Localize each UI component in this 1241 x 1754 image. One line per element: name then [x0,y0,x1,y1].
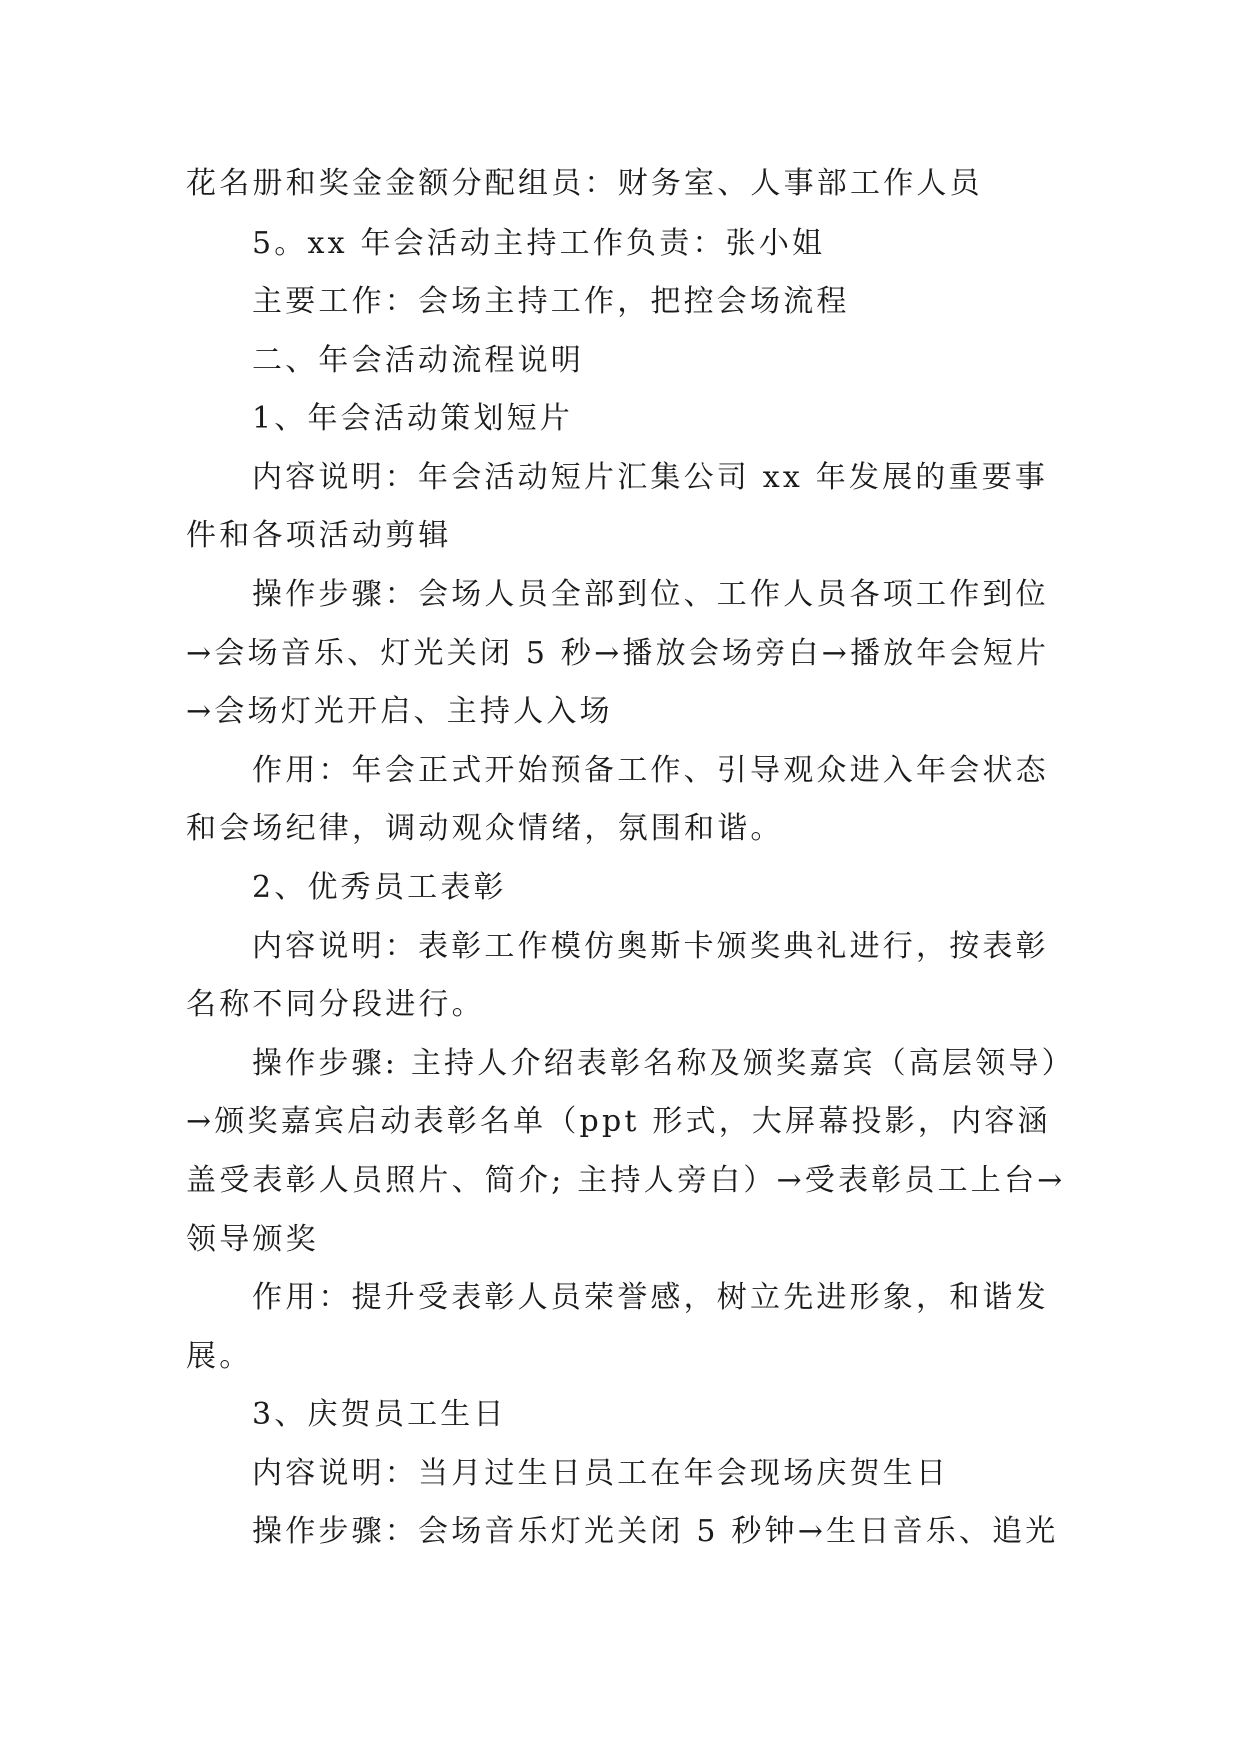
text-line: →会场音乐、灯光关闭 5 秒→播放会场旁白→播放年会短片 [186,636,1050,671]
text-line: 盖受表彰人员照片、简介; 主持人旁白）→受表彰员工上台→ [186,1163,1066,1198]
text-line: 内容说明：表彰工作模仿奥斯卡颁奖典礼进行，按表彰 [252,929,1049,964]
text-line: 内容说明：年会活动短片汇集公司 xx 年发展的重要事 [252,460,1049,495]
text-line: 操作步骤：会场人员全部到位、工作人员各项工作到位 [252,577,1049,612]
text-line: 操作步骤：会场音乐灯光关闭 5 秒钟→生日音乐、追光 [252,1514,1059,1549]
text-line: 5。xx 年会活动主持工作负责：张小姐 [252,226,826,261]
text-line: 件和各项活动剪辑 [186,518,452,553]
text-line: 花名册和奖金金额分配组员：财务室、人事部工作人员 [186,166,983,201]
subsection-heading: 2、优秀员工表彰 [252,870,507,905]
subsection-heading: 3、庆贺员工生日 [252,1397,507,1432]
text-line: 作用：提升受表彰人员荣誉感，树立先进形象，和谐发 [252,1280,1049,1315]
section-heading: 二、年会活动流程说明 [252,343,584,378]
text-line: 操作步骤: 主持人介绍表彰名称及颁奖嘉宾（高层领导） [252,1046,1075,1081]
text-line: →颁奖嘉宾启动表彰名单（ppt 形式，大屏幕投影，内容涵 [186,1104,1051,1139]
text-line: 展。 [186,1339,253,1374]
text-line: →会场灯光开启、主持人入场 [186,694,613,729]
text-line: 名称不同分段进行。 [186,987,485,1022]
text-line: 和会场纪律，调动观众情绪，氛围和谐。 [186,811,784,846]
text-line: 主要工作：会场主持工作，把控会场流程 [252,284,850,319]
text-line: 作用：年会正式开始预备工作、引导观众进入年会状态 [252,753,1049,788]
text-line: 内容说明：当月过生日员工在年会现场庆贺生日 [252,1456,950,1491]
text-line: 领导颁奖 [186,1222,319,1257]
subsection-heading: 1、年会活动策划短片 [252,401,574,436]
